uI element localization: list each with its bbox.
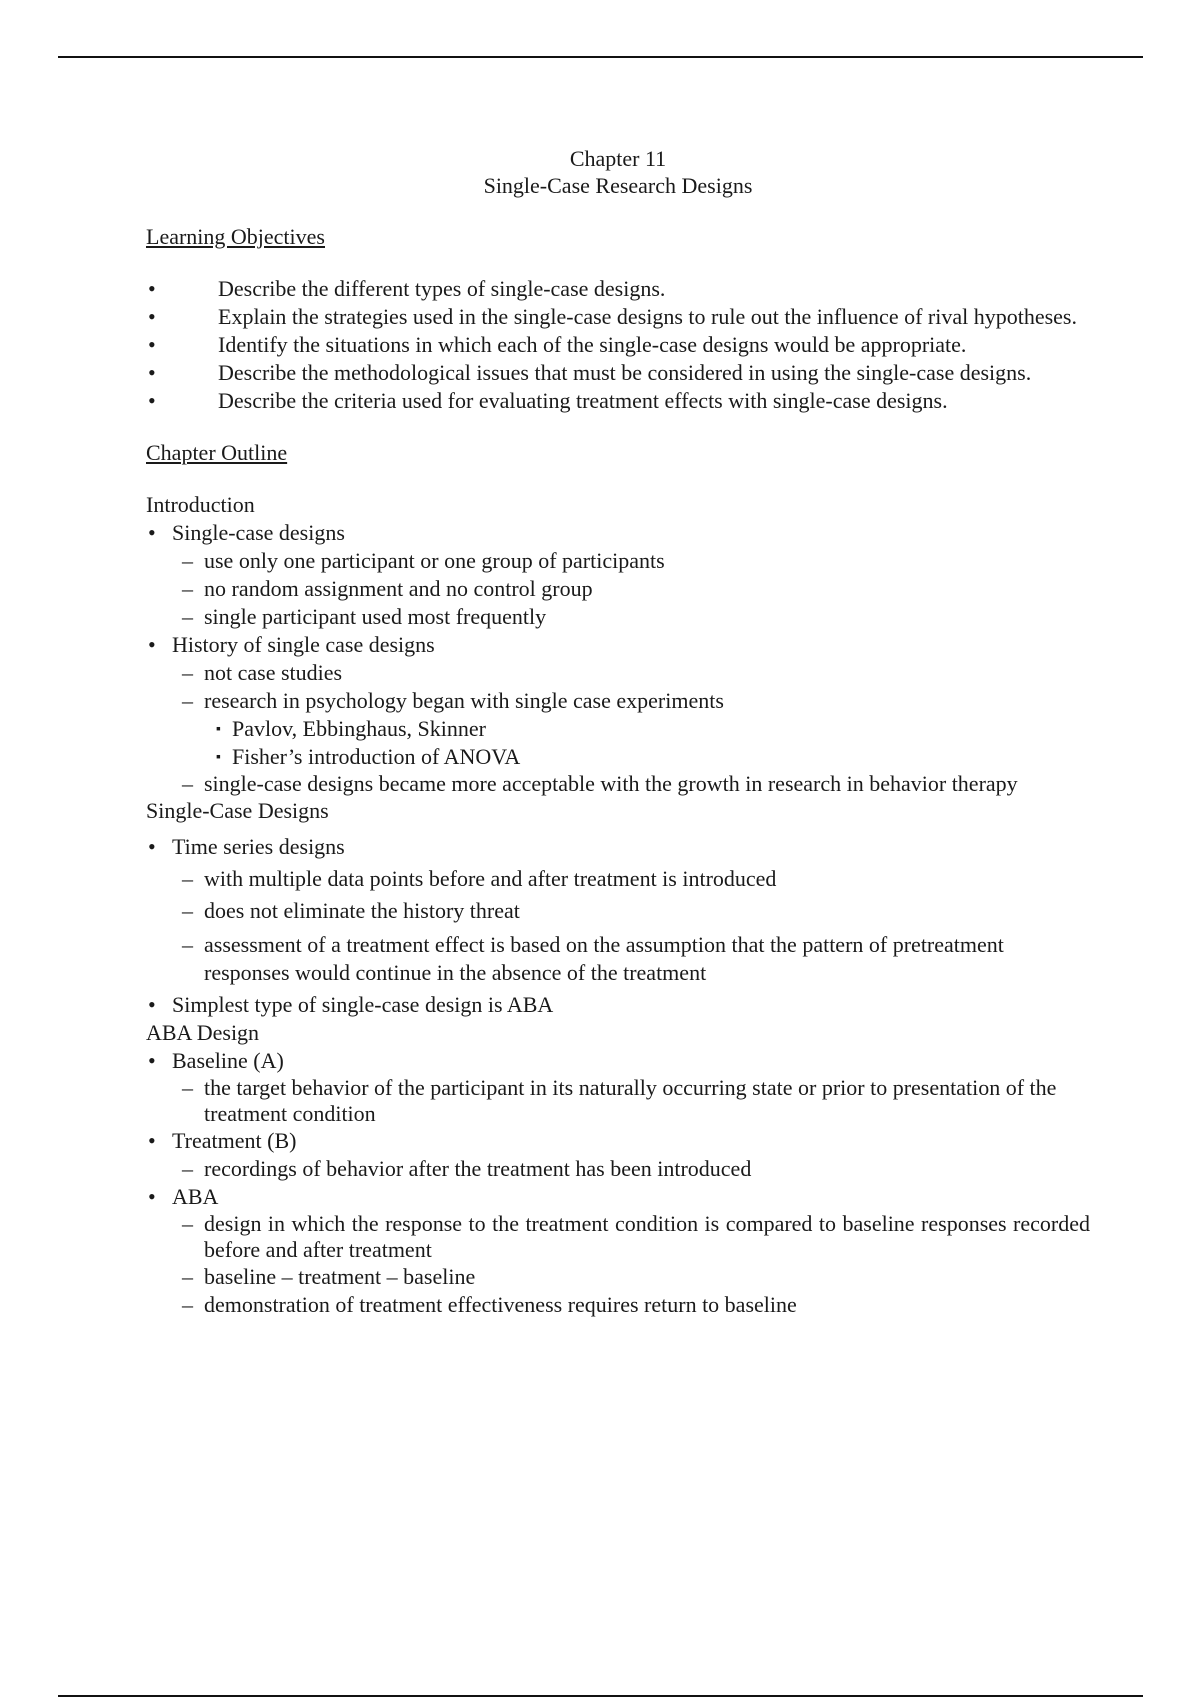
bullet-icon: •	[148, 360, 156, 385]
top-rule	[58, 56, 1143, 58]
dash-icon: –	[182, 1292, 193, 1317]
dash-icon: –	[182, 576, 193, 601]
list-item: • Simplest type of single-case design is ABA	[148, 992, 554, 1017]
bullet-icon: •	[148, 1184, 156, 1209]
list-item: • ABA	[148, 1184, 219, 1209]
list-item: – does not eliminate the history threat	[146, 895, 1090, 927]
list-item: – the target behavior of the participant in its naturally occurring state or prior to presentation of the treatment condition	[182, 1075, 1057, 1126]
bullet-icon: •	[148, 304, 156, 329]
square-bullet-icon: ▪	[216, 750, 221, 765]
list-item: – assessment of a treatment effect is based on the assumption that the pattern of pretreatment responses would continue in the absence of the treatment	[182, 932, 1004, 985]
dash-icon: –	[182, 771, 193, 796]
bullet-icon: •	[148, 992, 156, 1017]
list-item: – research in psychology began with single case experiments	[182, 688, 724, 713]
section-heading: Introduction	[146, 492, 255, 517]
list-item: – demonstration of treatment effectiveness requires return to baseline	[182, 1292, 797, 1317]
outline-heading: Chapter Outline	[146, 440, 288, 465]
list-item: • Describe the criteria used for evaluating treatment effects with single-case designs.	[148, 388, 948, 413]
list-item: • Describe the methodological issues that must be considered in using the single-case designs.	[148, 360, 1032, 385]
list-item: – with multiple data points before and after treatment is introduced	[146, 863, 1090, 895]
outline-aba-design	[146, 1019, 1090, 1319]
list-item: • History of single case designs	[148, 632, 435, 657]
list-item: – recordings of behavior after the treatment has been introduced	[182, 1156, 752, 1181]
list-item: – use only one participant or one group of participants	[182, 548, 665, 573]
dash-icon: –	[182, 1264, 193, 1289]
bullet-icon: •	[148, 332, 156, 357]
chapter-title: Single-Case Research Designs	[483, 173, 753, 198]
bullet-icon: •	[148, 632, 156, 657]
dash-icon: –	[182, 688, 193, 713]
list-item: • Explain the strategies used in the single-case designs to rule out the influence of rival hypotheses.	[148, 304, 1077, 329]
list-item: • Describe the different types of single-case designs.	[148, 276, 666, 301]
list-item: – single participant used most frequently	[182, 604, 547, 629]
bullet-icon: •	[148, 520, 156, 545]
list-item: – no random assignment and no control group	[182, 576, 593, 601]
list-item: – not case studies	[182, 660, 343, 685]
bullet-icon: •	[148, 1048, 156, 1073]
dash-icon: –	[182, 660, 193, 685]
dash-icon: –	[182, 932, 193, 957]
list-item: – baseline – treatment – baseline	[182, 1264, 476, 1289]
bullet-icon: •	[148, 276, 156, 301]
section-heading: ABA Design	[146, 1020, 260, 1045]
outline-introduction	[146, 491, 1090, 797]
chapter-number: Chapter 11	[569, 146, 667, 171]
dash-icon: –	[182, 1211, 193, 1236]
objectives-heading: Learning Objectives	[146, 224, 325, 249]
list-item: – design in which the response to the treatment condition is compared to baseline responses recorded before and after treatment	[182, 1211, 1090, 1262]
objectives-list	[146, 275, 1090, 415]
list-item: ▪ Pavlov, Ebbinghaus, Skinner	[146, 715, 1090, 743]
bullet-icon: •	[148, 834, 156, 859]
dash-icon: –	[182, 548, 193, 573]
dash-icon: –	[182, 1156, 193, 1181]
dash-icon: –	[182, 866, 193, 891]
list-item: • Identify the situations in which each of the single-case designs would be appropriate.	[148, 332, 967, 357]
section-heading: Single-Case Designs	[146, 798, 329, 823]
list-item: ▪ Fisher’s introduction of ANOVA	[146, 743, 1090, 771]
list-item: – single-case designs became more acceptable with the growth in research in behavior therapy	[182, 771, 1018, 796]
outline-single-case-designs	[146, 797, 1090, 1019]
bottom-rule	[58, 1695, 1143, 1697]
bullet-icon: •	[148, 1128, 156, 1153]
square-bullet-icon: ▪	[216, 722, 221, 737]
list-item: • Treatment (B)	[148, 1128, 297, 1153]
dash-icon: –	[182, 898, 193, 923]
list-item: • Single-case designs	[148, 520, 345, 545]
list-item: • Baseline (A)	[148, 1048, 284, 1073]
bullet-icon: •	[148, 388, 156, 413]
dash-icon: –	[182, 1075, 193, 1100]
dash-icon: –	[182, 604, 193, 629]
document-page	[146, 145, 1090, 1319]
list-item: • Time series designs	[146, 831, 1090, 863]
